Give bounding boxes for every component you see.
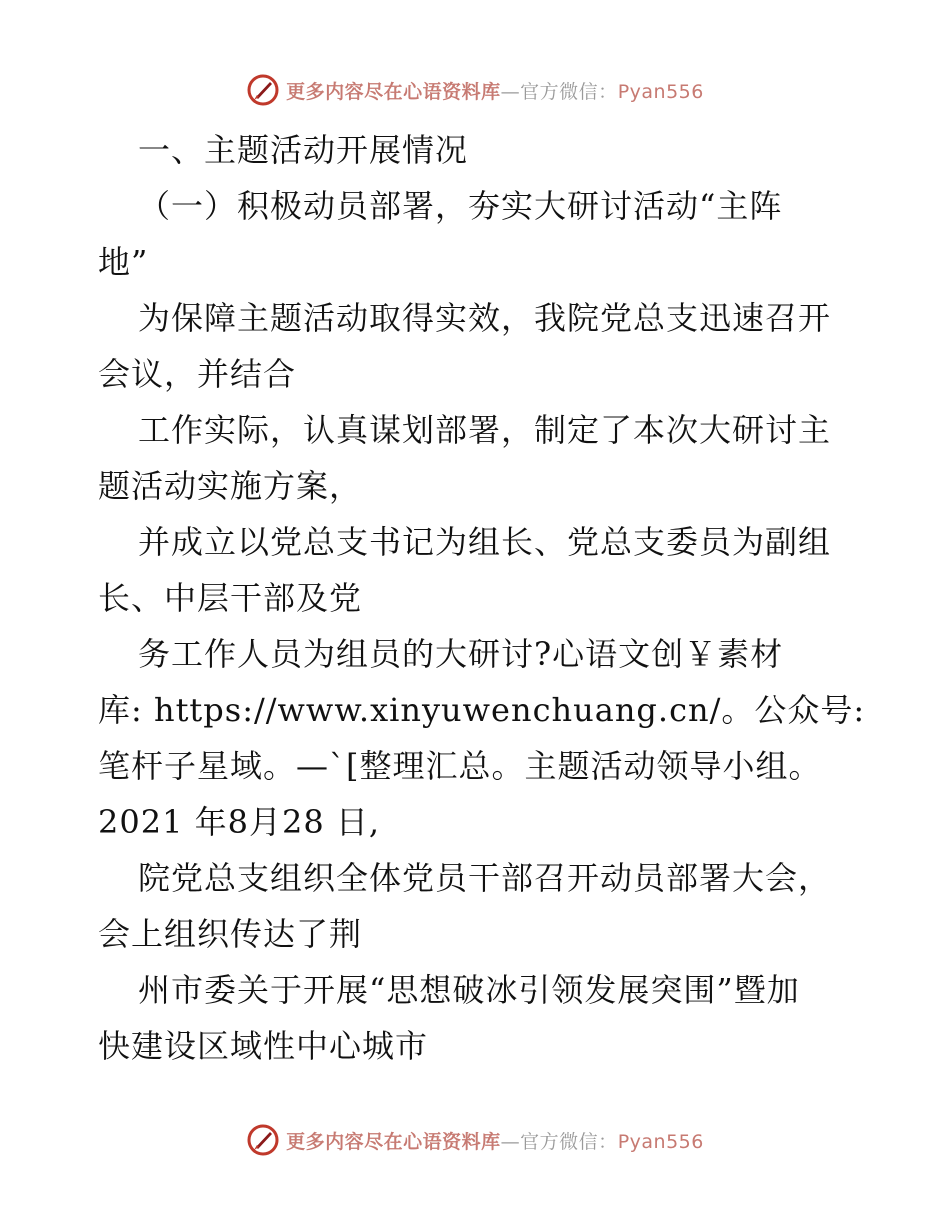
- watermark-text: 更多内容尽在心语资料库—官方微信：Pyan556: [286, 80, 704, 103]
- paragraph-line: 院党总支组织全体党员干部召开动员部署大会，: [138, 859, 832, 897]
- paragraph-line: 快建设区域性中心城市: [98, 1027, 429, 1065]
- paragraph-line: 工作实际，认真谋划部署，制定了本次大研讨主: [138, 411, 832, 449]
- watermark-text: 更多内容尽在心语资料库—官方微信：Pyan556: [286, 1130, 704, 1153]
- paragraph-line: 题活动实施方案，: [98, 467, 363, 505]
- paragraph-line: 笔杆子星域。—`[整理汇总。主题活动领导小组。: [98, 747, 822, 785]
- footer-watermark: [0, 1120, 950, 1160]
- paragraph-line: 长、中层干部及党: [98, 579, 363, 617]
- subsection-heading: （一）积极动员部署，夯实大研讨活动“主阵: [138, 187, 783, 225]
- paragraph-line-date: 2021 年8月28 日,: [98, 803, 381, 841]
- paragraph-line: 州市委关于开展“思想破冰引领发展突围”暨加: [138, 971, 800, 1009]
- paragraph-line: 会上组织传达了荆: [98, 915, 363, 953]
- quill-logo-icon: [246, 73, 280, 107]
- paragraph-line: 会议，并结合: [98, 355, 297, 393]
- quill-logo-icon: [246, 1123, 280, 1157]
- document-body: [98, 122, 866, 1074]
- paragraph-line-url: 库: https://www.xinyuwenchuang.cn/。公众号:: [98, 691, 866, 729]
- paragraph-line: 并成立以党总支书记为组长、党总支委员为副组: [138, 523, 832, 561]
- subsection-heading-cont: 地”: [98, 243, 149, 281]
- section-heading: 一、主题活动开展情况: [138, 131, 469, 169]
- paragraph-line: 务工作人员为组员的大研讨?心语文创￥素材: [138, 635, 784, 673]
- header-watermark: [0, 70, 950, 110]
- paragraph-line: 为保障主题活动取得实效，我院党总支迅速召开: [138, 299, 832, 337]
